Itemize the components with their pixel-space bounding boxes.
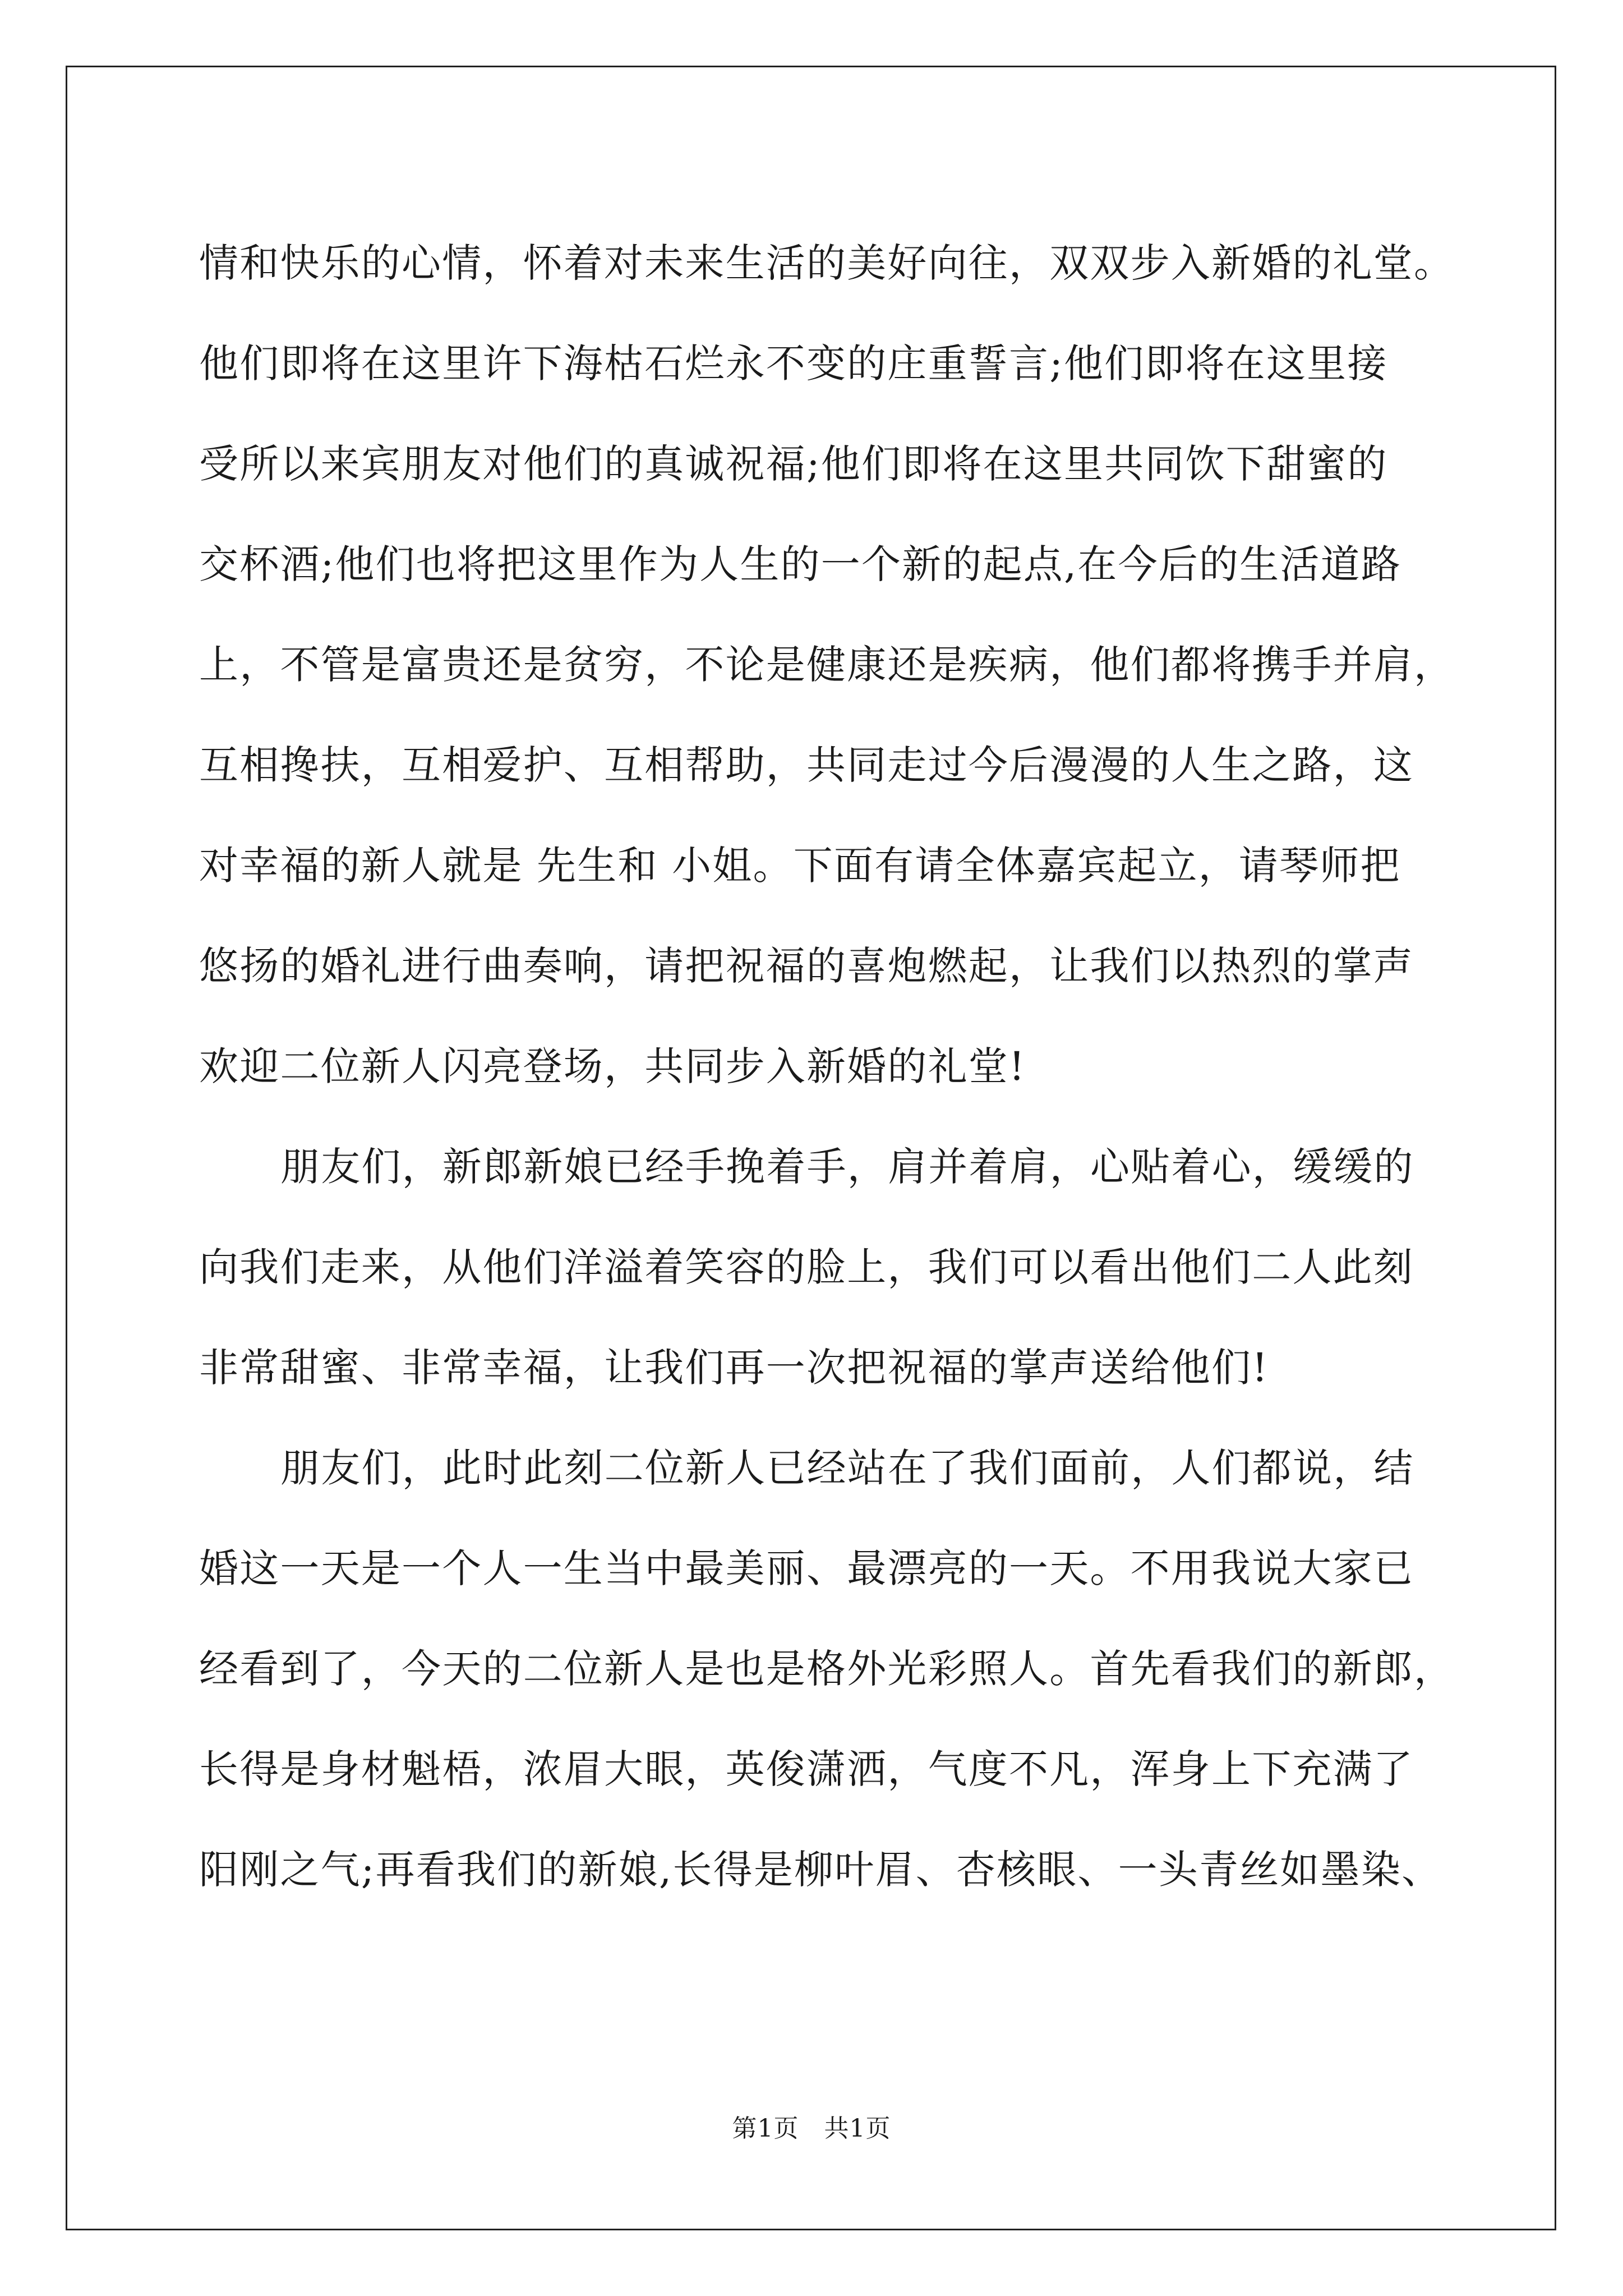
text-line: 上，不管是富贵还是贫穷，不论是健康还是疾病，他们都将携手并肩， xyxy=(199,642,1455,688)
text-line: 阳刚之气;再看我们的新娘,长得是柳叶眉、杏核眼、一头青丝如墨染、 xyxy=(199,1847,1442,1893)
text-line: 对幸福的新人就是 先生和 小姐。下面有请全体嘉宾起立，请琴师把 xyxy=(199,843,1401,889)
text-line: 欢迎二位新人闪亮登场，共同步入新婚的礼堂! xyxy=(199,1043,1026,1089)
text-line: 悠扬的婚礼进行曲奏响，请把祝福的喜炮燃起，让我们以热烈的掌声 xyxy=(199,943,1414,989)
text-line: 长得是身材魁梧，浓眉大眼，英俊潇洒，气度不凡，浑身上下充满了 xyxy=(199,1746,1414,1792)
text-line: 受所以来宾朋友对他们的真诚祝福;他们即将在这里共同饮下甜蜜的 xyxy=(199,441,1388,487)
text-line: 互相搀扶，互相爱护、互相帮助，共同走过今后漫漫的人生之路，这 xyxy=(199,742,1414,788)
text-line: 交杯酒;他们也将把这里作为人生的一个新的起点,在今后的生活道路 xyxy=(199,541,1402,587)
document-body xyxy=(199,213,1455,1920)
paragraph-start-line: 朋友们，此时此刻二位新人已经站在了我们面前，人们都说，结 xyxy=(280,1445,1414,1491)
page-footer: 第1页 共1页 xyxy=(732,2114,891,2143)
text-line: 非常甜蜜、非常幸福，让我们再一次把祝福的掌声送给他们! xyxy=(199,1345,1269,1391)
text-line: 经看到了，今天的二位新人是也是格外光彩照人。首先看我们的新郎， xyxy=(199,1646,1455,1692)
text-line: 向我们走来，从他们洋溢着笑容的脸上，我们可以看出他们二人此刻 xyxy=(199,1244,1414,1290)
paragraph-start-line: 朋友们，新郎新娘已经手挽着手，肩并着肩，心贴着心，缓缓的 xyxy=(280,1144,1414,1190)
text-line: 他们即将在这里许下海枯石烂永不变的庄重誓言;他们即将在这里接 xyxy=(199,341,1388,386)
text-line: 情和快乐的心情，怀着对未来生活的美好向往，双双步入新婚的礼堂。 xyxy=(199,240,1455,286)
text-line: 婚这一天是一个人一生当中最美丽、最漂亮的一天。不用我说大家已 xyxy=(199,1545,1414,1591)
